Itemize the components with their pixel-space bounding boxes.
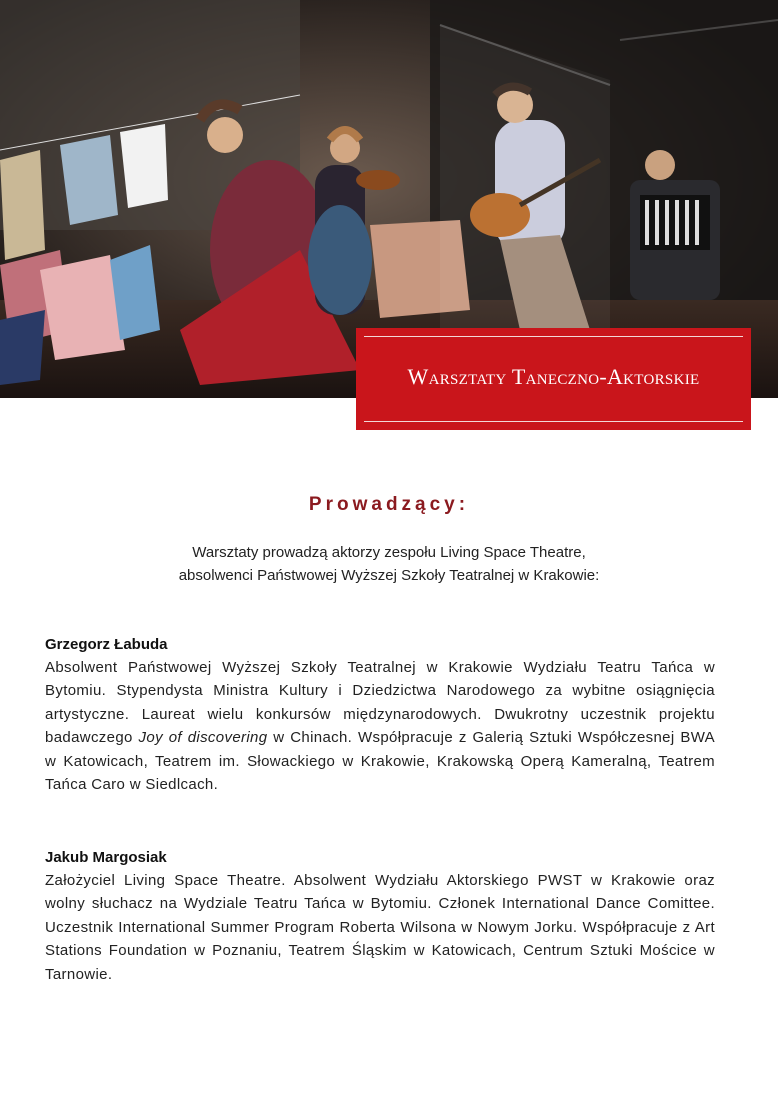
person-name: Grzegorz Łabuda (45, 636, 168, 653)
intro-line-2: absolwenci Państwowej Wyższej Szkoły Teatralnej w Krakowie: (178, 567, 600, 584)
bio-project-title: Joy of discovering (138, 729, 268, 747)
intro-text (0, 541, 778, 587)
person-bio: Założyciel Living Space Theatre. Absolwent Wydziału Aktorskiego PWST w Krakowie oraz wolny słuchacz na Wydziale Teatru Tańca w Bytomiu. Członek International Dance Comittee. Uczestnik International Summer Program Roberta Wilsona w Nowym Jorku. Współpracuje z Art Stations Foundation w Poznaniu, Teatrem Śląskim w Katowicach, Centrum Sztuki Mościce w Tarnowie. (45, 872, 715, 983)
banner-bottom-rule (364, 421, 743, 422)
person-grzegorz (45, 633, 715, 796)
title-banner (356, 328, 751, 430)
person-bio (45, 656, 715, 796)
bio-text-part-2: w Chinach. Współpracuje z Galerią Sztuki Współczesnej BWA w Katowicach, Teatrem im. Słowackiego w Krakowie, Krakowską Operą Kameralną, Teatrem Tańca Caro w Siedlcach. (45, 729, 715, 794)
section-heading: Prowadzący: (308, 494, 470, 515)
person-jakub (45, 846, 715, 986)
intro-line-1: Warsztaty prowadzą aktorzy zespołu Living Space Theatre, (192, 544, 586, 561)
banner-top-rule (364, 336, 743, 337)
person-name: Jakub Margosiak (45, 849, 167, 866)
bio-text-part-1: Absolwent Państwowej Wyższej Szkoły Teatralnej w Krakowie Wydziału Teatru Tańca w Bytomiu. Stypendysta Ministra Kultury i Dziedzictwa Narodowego za wybitne osiągnięcia artystyczne. Laureat wielu konkursów międzynarodowych. Dwukrotny uczestnik projektu badawczego (45, 659, 715, 747)
banner-title: Warsztaty Taneczno-Aktorskie (407, 364, 700, 389)
